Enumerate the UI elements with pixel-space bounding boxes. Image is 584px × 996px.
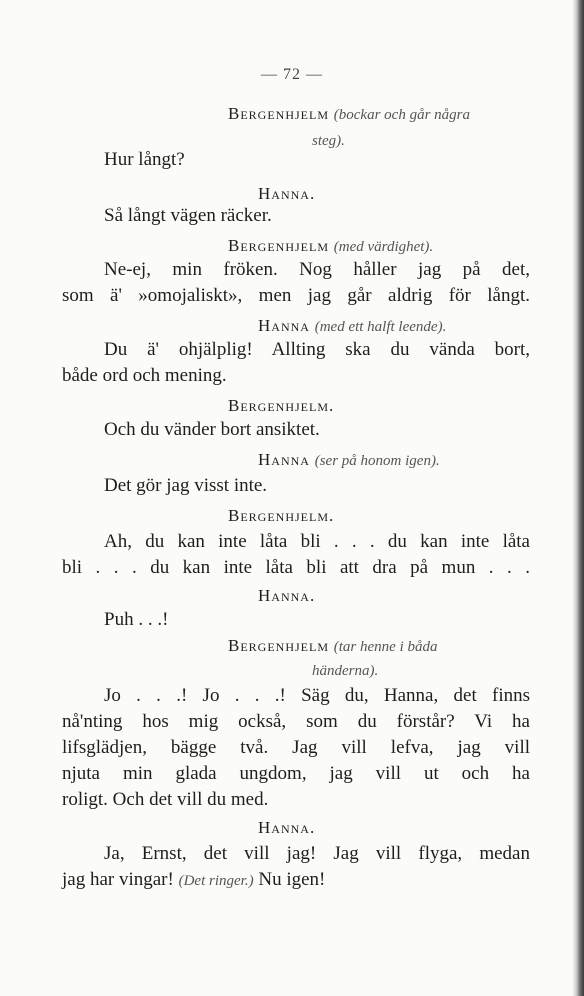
speaker-heading bbox=[228, 504, 334, 528]
stage-direction: (ser på honom igen). bbox=[314, 453, 440, 469]
dialogue-line: både ord och mening. bbox=[62, 365, 227, 386]
speaker-name: Bergenhjelm bbox=[228, 636, 330, 655]
dialogue-line: njuta min glada ungdom, jag vill ut och ha bbox=[62, 763, 530, 784]
dialogue-line: Ah, du kan inte låta bli . . . du kan inte låta bbox=[104, 531, 530, 552]
stage-direction: (tar henne i båda bbox=[333, 639, 438, 655]
stage-direction: (bockar och går några bbox=[333, 107, 470, 123]
dialogue-line: Ja, Ernst, det vill jag! Jag vill flyga, medan bbox=[104, 843, 530, 864]
dialogue-line: Och du vänder bort ansiktet. bbox=[104, 419, 320, 440]
dialogue-line: Jo . . .! Jo . . .! Säg du, Hanna, det finns bbox=[104, 685, 530, 706]
speaker-heading bbox=[258, 314, 446, 339]
dialogue-line: Ne-ej, min fröken. Nog håller jag på det, bbox=[104, 259, 530, 280]
dialogue-line: roligt. Och det vill du med. bbox=[62, 789, 269, 810]
dialogue-text: Nu igen! bbox=[258, 869, 326, 890]
book-spine-shadow bbox=[572, 0, 584, 996]
speaker-name: Bergenhjelm. bbox=[228, 506, 335, 525]
speaker-name: Hanna. bbox=[258, 184, 316, 203]
stage-direction: (med ett halft leende). bbox=[314, 319, 447, 335]
dialogue-text: jag har vingar! bbox=[62, 869, 174, 890]
dialogue-line: Puh . . .! bbox=[104, 609, 169, 630]
stage-direction-line bbox=[312, 658, 378, 683]
speaker-name: Hanna bbox=[258, 450, 310, 469]
dialogue-line: Du ä' ohjälplig! Allting ska du vända bort, bbox=[104, 339, 530, 360]
speaker-name: Hanna. bbox=[258, 818, 316, 837]
speaker-name: Bergenhjelm. bbox=[228, 396, 335, 415]
dialogue-line: Så långt vägen räcker. bbox=[104, 205, 272, 226]
page-number: — 72 — bbox=[261, 66, 323, 83]
dialogue-line bbox=[62, 868, 325, 893]
speaker-name: Hanna. bbox=[258, 586, 316, 605]
stage-direction: steg). bbox=[312, 133, 345, 149]
dialogue-line: som ä' »omojaliskt», men jag går aldrig för långt. bbox=[62, 285, 530, 306]
dialogue-line: Hur långt? bbox=[104, 149, 185, 170]
speaker-heading bbox=[258, 182, 315, 206]
speaker-heading bbox=[228, 234, 433, 259]
speaker-name: Bergenhjelm bbox=[228, 104, 330, 123]
dialogue-line: nå'nting hos mig också, som du förstår? Vi ha bbox=[62, 711, 530, 732]
dialogue-line: lifsglädjen, bägge två. Jag vill lefva, jag vill bbox=[62, 737, 530, 758]
stage-direction-line bbox=[312, 128, 345, 153]
dialogue-line: Det gör jag visst inte. bbox=[104, 475, 268, 496]
speaker-heading bbox=[228, 394, 334, 418]
stage-direction-line bbox=[228, 102, 470, 127]
speaker-heading bbox=[258, 584, 315, 608]
stage-direction: händerna). bbox=[312, 663, 379, 679]
speaker-name: Hanna bbox=[258, 316, 310, 335]
speaker-heading bbox=[228, 634, 438, 659]
stage-direction: (med värdighet). bbox=[333, 239, 434, 255]
dialogue-line: bli . . . du kan inte låta bli att dra på mun . . . bbox=[62, 557, 530, 578]
speaker-heading bbox=[258, 448, 440, 473]
stage-direction: (Det ringer.) bbox=[178, 873, 254, 889]
speaker-name: Bergenhjelm bbox=[228, 236, 330, 255]
speaker-heading bbox=[258, 816, 315, 840]
